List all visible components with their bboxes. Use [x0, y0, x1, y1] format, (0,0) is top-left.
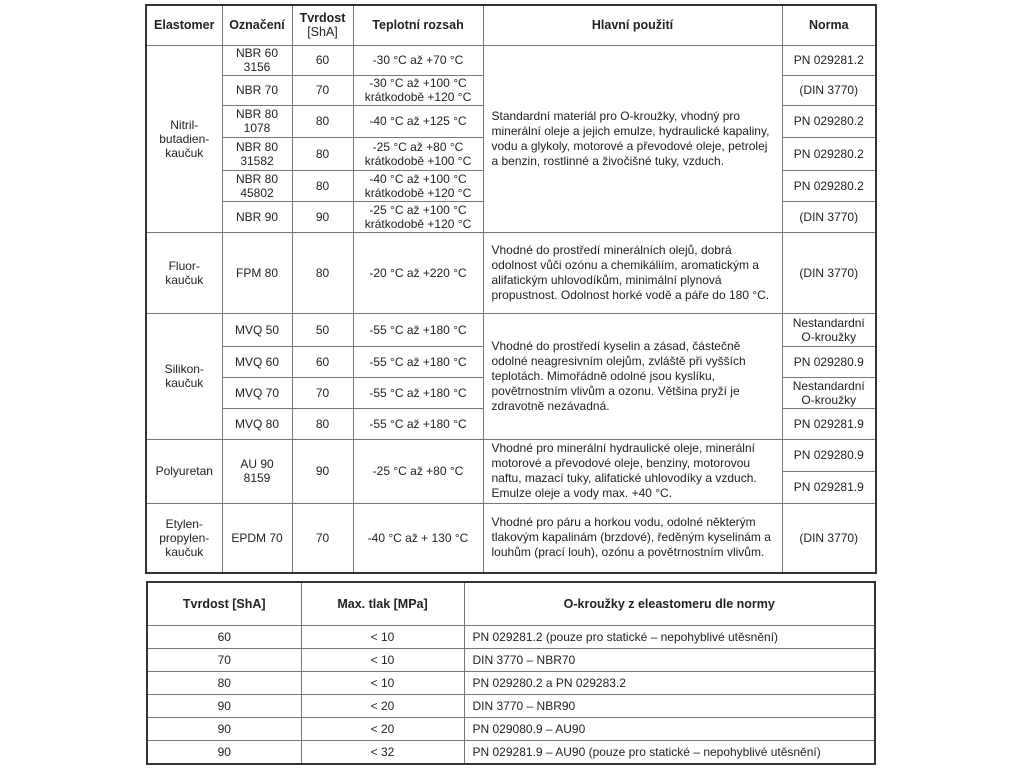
table-row [147, 694, 875, 717]
norma-cell: PN 029281.2 (pouze pro statické – nepohyblivé utěsnění) [464, 625, 875, 648]
norma-cell: PN 029280.2 [782, 105, 876, 137]
norma-cell: PN 029280.2 [782, 170, 876, 201]
col-elastomer: Elastomer [146, 5, 222, 45]
table-row [147, 648, 875, 671]
col-pouziti: Hlavní použití [483, 5, 782, 45]
teplota-cell: -40 °C až +100 °C krátkodobě +120 °C [353, 170, 483, 201]
tvrdost-cell: 80 [292, 232, 353, 313]
col-max-tlak: Max. tlak [MPa] [301, 582, 464, 625]
norma-cell: PN 029080.9 – AU90 [464, 717, 875, 740]
norma-cell: PN 029281.9 [782, 408, 876, 439]
tvrdost-cell: 60 [292, 346, 353, 377]
teplota-cell: -55 °C až +180 °C [353, 313, 483, 346]
norma-cell: PN 029280.9 [782, 346, 876, 377]
tvrdost-cell: 90 [147, 694, 301, 717]
col-norma: O-kroužky z eleastomeru dle normy [464, 582, 875, 625]
teplota-cell: -55 °C až +180 °C [353, 377, 483, 408]
tvrdost-unit: [ShA] [307, 25, 338, 40]
table-row [146, 45, 876, 75]
table-row [147, 625, 875, 648]
oznaceni-cell: NBR 70 [222, 75, 292, 105]
tvrdost-cell: 50 [292, 313, 353, 346]
tvrdost-cell: 90 [147, 717, 301, 740]
header-row [147, 582, 875, 625]
table-row [147, 717, 875, 740]
table-row [146, 439, 876, 471]
oznaceni-cell: NBR 80 45802 [222, 170, 292, 201]
col-tvrdost [292, 5, 353, 45]
tvrdost-cell: 80 [292, 408, 353, 439]
table-row [147, 740, 875, 764]
teplota-cell: -25 °C až +80 °C krátkodobě +100 °C [353, 137, 483, 170]
oznaceni-cell: AU 90 8159 [222, 439, 292, 503]
max-tlak-cell: < 32 [301, 740, 464, 764]
teplota-cell: -25 °C až +100 °C krátkodobě +120 °C [353, 201, 483, 232]
table-row [146, 232, 876, 313]
col-tvrdost: Tvrdost [ShA] [147, 582, 301, 625]
tvrdost-cell: 90 [147, 740, 301, 764]
norma-cell: DIN 3770 – NBR90 [464, 694, 875, 717]
tvrdost-label: Tvrdost [299, 11, 346, 26]
tvrdost-cell: 70 [292, 503, 353, 573]
elastomer-cell: Fluor-kaučuk [146, 232, 222, 313]
tvrdost-cell: 90 [292, 201, 353, 232]
norma-cell: Nestandardní O-kroužky [782, 377, 876, 408]
tvrdost-cell: 60 [147, 625, 301, 648]
elastomer-cell: Silikon-kaučuk [146, 313, 222, 439]
pouziti-cell: Standardní materiál pro O-kroužky, vhodný pro minerální oleje a jejich emulze, hydraulické kapaliny, vodu a glykoly, motorové a převodové oleje, petrolej a benzin, rostlinné a živočišné tuky, vzduch. [483, 45, 782, 232]
tvrdost-cell: 80 [147, 671, 301, 694]
teplota-cell: -20 °C až +220 °C [353, 232, 483, 313]
oznaceni-cell: NBR 60 3156 [222, 45, 292, 75]
oznaceni-cell: MVQ 60 [222, 346, 292, 377]
norma-cell: PN 029280.2 a PN 029283.2 [464, 671, 875, 694]
col-teplota: Teplotní rozsah [353, 5, 483, 45]
norma-cell: PN 029280.9 [782, 439, 876, 471]
tvrdost-cell: 80 [292, 170, 353, 201]
elastomer-cell: Nitril-butadien-kaučuk [146, 45, 222, 232]
teplota-cell: -40 °C až +125 °C [353, 105, 483, 137]
norma-cell: PN 029281.9 – AU90 (pouze pro statické – nepohyblivé utěsnění) [464, 740, 875, 764]
header-row [146, 5, 876, 45]
oznaceni-cell: FPM 80 [222, 232, 292, 313]
tvrdost-cell: 80 [292, 105, 353, 137]
pressure-table [146, 581, 876, 765]
table-row [146, 313, 876, 346]
elastomer-cell: Etylen-propylen-kaučuk [146, 503, 222, 573]
norma-cell: PN 029281.2 [782, 45, 876, 75]
table-row [146, 503, 876, 573]
max-tlak-cell: < 20 [301, 694, 464, 717]
tvrdost-cell: 70 [147, 648, 301, 671]
oznaceni-cell: NBR 80 31582 [222, 137, 292, 170]
max-tlak-cell: < 20 [301, 717, 464, 740]
pouziti-cell: Vhodné pro minerální hydraulické oleje, minerální motorové a převodové oleje, benziny, motorovou naftu, mazací tuky, alifatické uhlovodíky a vzduch. Emulze oleje a vody max. +40 °C. [483, 439, 782, 503]
elastomer-table [145, 4, 877, 574]
norma-cell: PN 029280.2 [782, 137, 876, 170]
norma-cell: Nestandardní O-kroužky [782, 313, 876, 346]
tvrdost-cell: 80 [292, 137, 353, 170]
teplota-cell: -55 °C až +180 °C [353, 408, 483, 439]
teplota-cell: -25 °C až +80 °C [353, 439, 483, 503]
teplota-cell: -30 °C až +100 °C krátkodobě +120 °C [353, 75, 483, 105]
max-tlak-cell: < 10 [301, 625, 464, 648]
norma-cell: (DIN 3770) [782, 232, 876, 313]
max-tlak-cell: < 10 [301, 671, 464, 694]
norma-cell: (DIN 3770) [782, 201, 876, 232]
oznaceni-cell: NBR 90 [222, 201, 292, 232]
col-oznaceni: Označení [222, 5, 292, 45]
tvrdost-cell: 70 [292, 377, 353, 408]
oznaceni-cell: MVQ 70 [222, 377, 292, 408]
tvrdost-cell: 70 [292, 75, 353, 105]
elastomer-cell: Polyuretan [146, 439, 222, 503]
norma-cell: (DIN 3770) [782, 503, 876, 573]
oznaceni-cell: MVQ 50 [222, 313, 292, 346]
tvrdost-cell: 90 [292, 439, 353, 503]
norma-cell: (DIN 3770) [782, 75, 876, 105]
norma-cell: PN 029281.9 [782, 471, 876, 503]
teplota-cell: -40 °C až + 130 °C [353, 503, 483, 573]
pouziti-cell: Vhodné pro páru a horkou vodu, odolné některým tlakovým kapalinám (brzdové), ředěným kyselinám a louhům (prací louh), ozónu a povětrnostním vlivům. [483, 503, 782, 573]
tvrdost-cell: 60 [292, 45, 353, 75]
max-tlak-cell: < 10 [301, 648, 464, 671]
table-row [147, 671, 875, 694]
col-norma: Norma [782, 5, 876, 45]
norma-cell: DIN 3770 – NBR70 [464, 648, 875, 671]
oznaceni-cell: EPDM 70 [222, 503, 292, 573]
pouziti-cell: Vhodné do prostředí kyselin a zásad, částečně odolné neagresivním olejům, zvláště při vyšších teplotách. Mimořádně odolné jsou kyslíku, povětrnostním vlivům a ozonu. Většina pryží je zdravotně nezávadná. [483, 313, 782, 439]
teplota-cell: -30 °C až +70 °C [353, 45, 483, 75]
pouziti-cell: Vhodné do prostředí minerálních olejů, dobrá odolnost vůči ozónu a chemikáliím, aromatickým a alifatickým uhlovodíkům, minimální plynová propustnost. Odolnost horké vodě a páře do 180 °C. [483, 232, 782, 313]
oznaceni-cell: MVQ 80 [222, 408, 292, 439]
teplota-cell: -55 °C až +180 °C [353, 346, 483, 377]
oznaceni-cell: NBR 80 1078 [222, 105, 292, 137]
